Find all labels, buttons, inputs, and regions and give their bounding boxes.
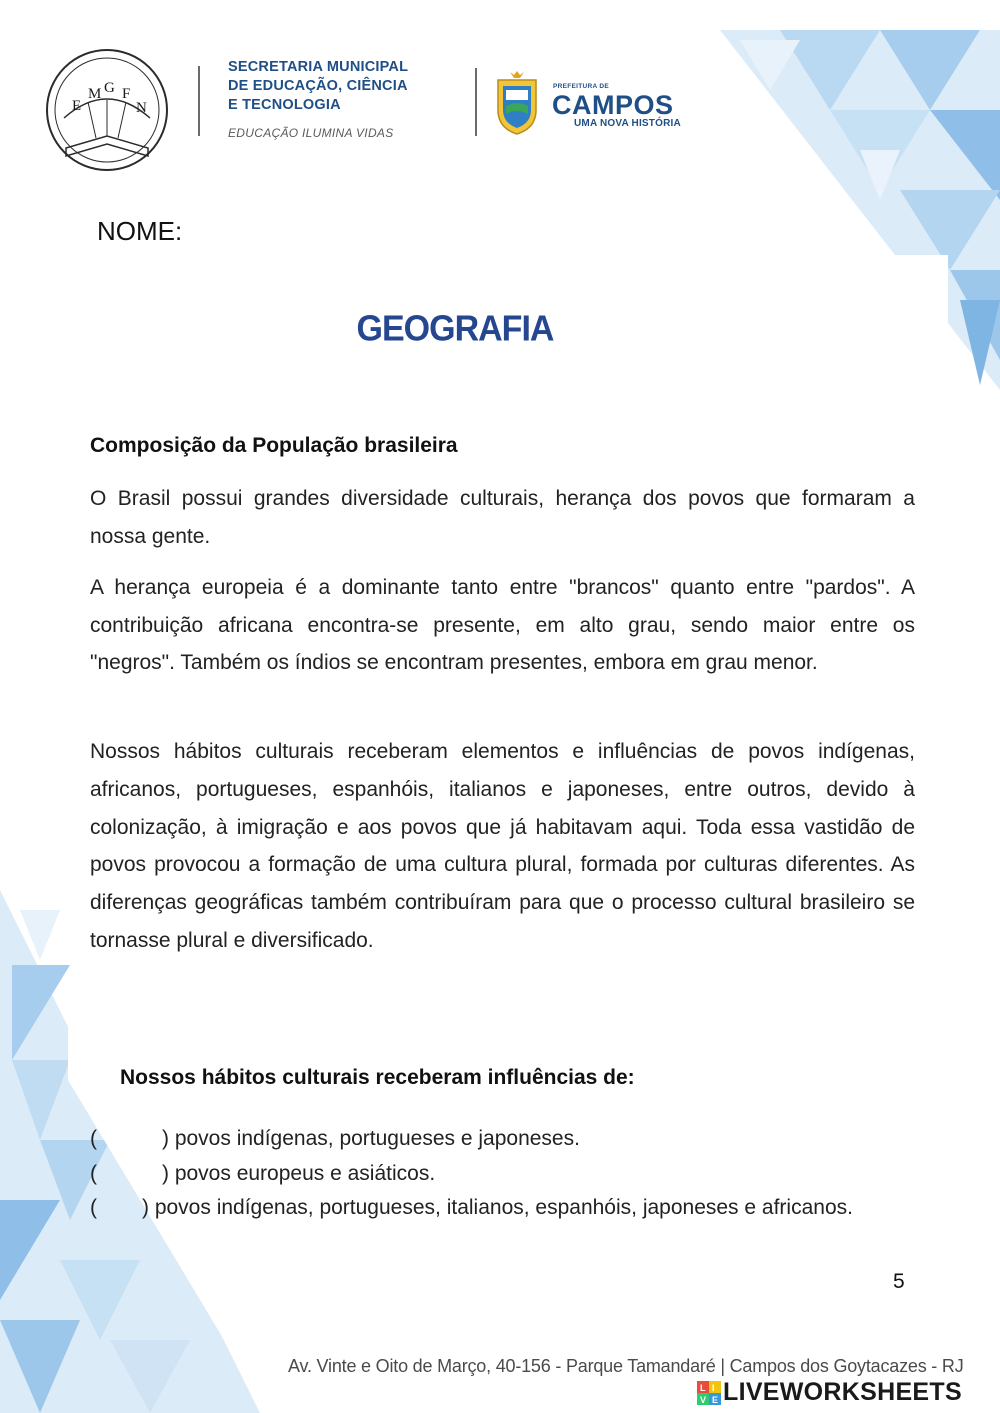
liveworksheets-text: LIVEWORKSHEETS [723, 1378, 962, 1406]
badge-letter-i: I [712, 1383, 715, 1393]
answer-option-1-text: ) povos indígenas, portugueses e japoneses. [162, 1127, 580, 1150]
secretaria-title [228, 58, 408, 115]
section-heading: Composição da População brasileira [90, 434, 458, 457]
answer-option-2-text: ) povos europeus e asiáticos. [162, 1162, 436, 1185]
paragraph-1: O Brasil possui grandes diversidade culturais, herança dos povos que formaram a nossa gente. [90, 487, 915, 548]
answer-option-1[interactable] [90, 1121, 915, 1156]
logo-letter-n: N [136, 100, 147, 116]
answer-checkbox-3[interactable]: ( [90, 1196, 97, 1219]
page-number: 5 [893, 1270, 905, 1293]
badge-letter-e: E [712, 1395, 719, 1405]
logo-letter-e: E [72, 98, 82, 114]
prefeitura-slogan: UMA NOVA HISTÓRIA [574, 118, 681, 129]
secretaria-line-1: SECRETARIA MUNICIPAL [228, 59, 409, 75]
question-prompt: Nossos hábitos culturais receberam influências de: [120, 1066, 635, 1089]
paragraph-2: A herança europeia é a dominante tanto entre "brancos" quanto entre "pardos". A contribuição africana encontra-se presente, em alto grau, sendo maior entre os "negros". Também os índios se encontram presentes, embora em grau menor. [90, 576, 915, 674]
nome-label: NOME: [97, 216, 183, 246]
subject-title: GEOGRAFIA [356, 309, 554, 349]
paragraph-3: Nossos hábitos culturais receberam elementos e influências de povos indígenas, africanos, portugueses, espanhóis, italianos e japoneses, entre outros, devido à colonização, à imigração e aos povos que já habitavam aqui. Toda essa vastidão de povos provocou a formação de uma cultura plural, formada por culturas diferentes. As diferenças geográficas também contribuíram para que o processo cultural brasileiro se tornasse plural e diversificado. [90, 740, 915, 952]
header-divider [198, 66, 200, 136]
secretaria-tagline: EDUCAÇÃO ILUMINA VIDAS [228, 126, 394, 140]
footer-address: Av. Vinte e Oito de Março, 40-156 - Parque Tamandaré | Campos dos Goytacazes - RJ [288, 1356, 964, 1376]
prefeitura-name: CAMPOS [552, 90, 674, 120]
secretaria-line-2: DE EDUCAÇÃO, CIÊNCIA [228, 78, 408, 94]
header-divider-2 [475, 68, 477, 136]
school-logo [36, 40, 178, 180]
logo-letter-m: M [88, 86, 102, 102]
liveworksheets-logo-icon [697, 1381, 721, 1405]
logo-letter-f: F [122, 86, 131, 102]
answer-option-3[interactable] [90, 1190, 915, 1225]
prefeitura-emblem-icon [492, 70, 542, 136]
answer-checkbox-2[interactable]: ( [90, 1162, 97, 1185]
answer-option-3-text: ) povos indígenas, portugueses, italianos, espanhóis, japoneses e africanos. [142, 1196, 853, 1219]
prefeitura-small-label: PREFEITURA DE [553, 83, 610, 90]
badge-letter-v: V [700, 1395, 707, 1405]
answer-option-2[interactable] [90, 1156, 915, 1191]
logo-letter-g: G [104, 80, 115, 96]
answer-checkbox-1[interactable]: ( [90, 1127, 97, 1150]
secretaria-line-3: E TECNOLOGIA [228, 97, 341, 113]
badge-letter-l: L [700, 1383, 706, 1393]
